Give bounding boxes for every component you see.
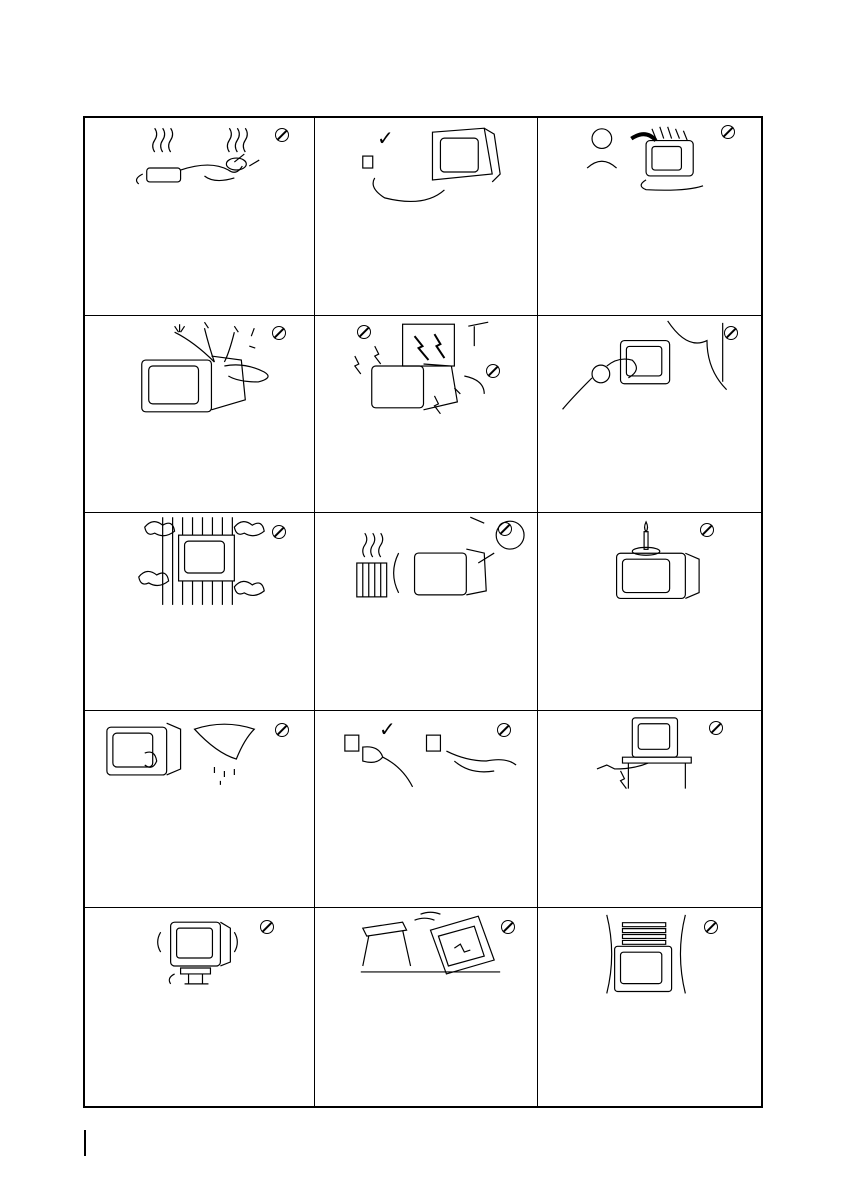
- cell-damaged-cord: [538, 711, 761, 909]
- cell-unplug-by-plug: [315, 711, 538, 909]
- cell-unstable-stand: [85, 908, 315, 1106]
- cell-service-technician: [538, 118, 761, 316]
- prohibited-icon: [709, 721, 723, 735]
- cell-candle: [538, 513, 761, 711]
- page-edge-marker: [84, 1130, 86, 1156]
- cell-steam: [538, 316, 761, 514]
- prohibited-icon: [275, 128, 289, 142]
- prohibited-icon: [486, 364, 500, 378]
- cell-falling-tv: [315, 908, 538, 1106]
- cell-objects-on-top: [538, 908, 761, 1106]
- cell-heat-source: [315, 513, 538, 711]
- checkmark-icon: ✓: [377, 126, 394, 150]
- cell-wet-cloth: [85, 711, 315, 909]
- tv-unplugged-from-wall-icon: [315, 118, 537, 228]
- cell-lightning: [315, 316, 538, 514]
- prohibited-icon: [724, 326, 738, 340]
- cell-object-inserted: [85, 316, 315, 514]
- cell-unplugged: [315, 118, 538, 316]
- cell-blocked-ventilation: [85, 513, 315, 711]
- checkmark-icon: ✓: [379, 716, 396, 741]
- prohibited-icon: [272, 326, 286, 340]
- prohibited-icon: [275, 723, 289, 737]
- objects-on-top-icon: [538, 908, 761, 1018]
- damaged-cord-icon: [538, 711, 761, 821]
- candle-on-tv-icon: [538, 513, 761, 623]
- lightning-storm-icon: [315, 316, 537, 426]
- prohibited-icon: [357, 325, 371, 339]
- prohibited-icon: [721, 125, 735, 139]
- safety-illustration-grid: [83, 116, 763, 1108]
- unstable-stand-icon: [85, 908, 314, 1018]
- prohibited-icon: [497, 723, 511, 737]
- cell-overloaded-outlet: [85, 118, 315, 316]
